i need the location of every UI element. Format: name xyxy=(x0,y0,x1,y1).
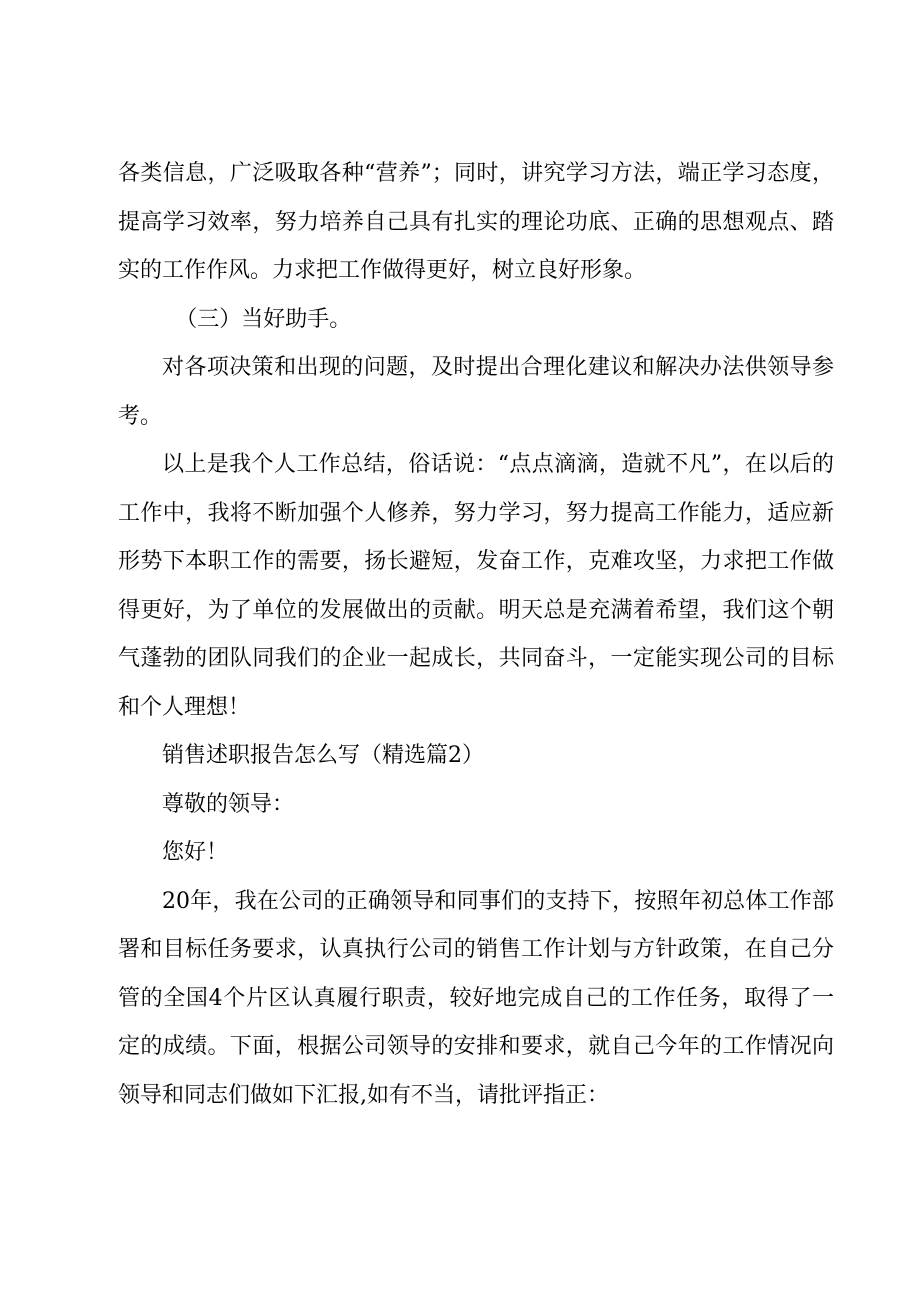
report-title: 销售述职报告怎么写（精选篇2） xyxy=(162,743,484,768)
salutation: 尊敬的领导： xyxy=(162,791,295,817)
greeting: 您好！ xyxy=(162,840,229,865)
document-body xyxy=(118,150,834,1120)
paragraph-summary: 以上是我个人工作总结，俗话说：“点点滴滴，造就不凡”，在以后的工作中，我将不断加强个人修养，努力学习，努力提高工作能力，适应新形势下本职工作的需要，扬长避短，发奋工作，克难攻坚，力求把工作做得更好，为了单位的发展做出的贡献。明天总是充满着希望，我们这个朝气蓬勃的团队同我们的企业一起成长，共同奋斗，一定能实现公司的目标和个人理想！ xyxy=(118,452,834,720)
section-heading: （三）当好助手。 xyxy=(175,306,352,332)
paragraph-continued: 各类信息，广泛吸取各种“营养”；同时，讲究学习方法，端正学习态度，提高学习效率，努力培养自己具有扎实的理论功底、正确的思想观点、踏实的工作作风。力求把工作做得更好，树立良好形象。 xyxy=(118,161,834,283)
paragraph-report-intro: 20年，我在公司的正确领导和同事们的支持下，按照年初总体工作部署和目标任务要求，认真执行公司的销售工作计划与方针政策，在自己分管的全国4个片区认真履行职责，较好地完成自己的工作任务，取得了一定的成绩。下面，根据公司领导的安排和要求，就自己今年的工作情况向领导和同志们做如下汇报,如有不当，请批评指正： xyxy=(118,888,834,1108)
paragraph-assistant: 对各项决策和出现的问题，及时提出合理化建议和解决办法供领导参考。 xyxy=(118,355,834,429)
